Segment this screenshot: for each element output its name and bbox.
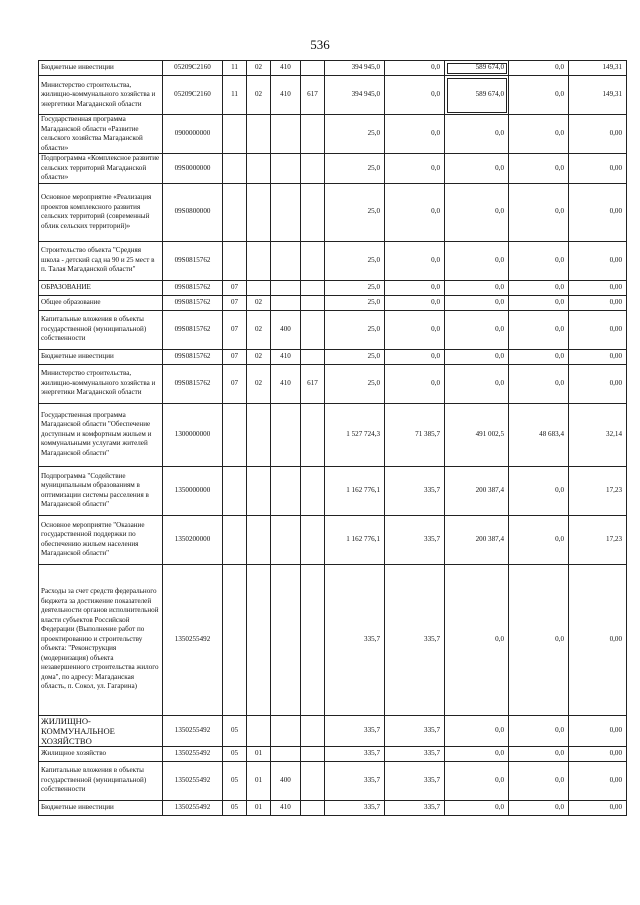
row-value-4: 0,0 bbox=[509, 241, 569, 280]
row-value-4: 48 683,4 bbox=[509, 403, 569, 466]
row-value-5: 0,00 bbox=[569, 715, 627, 746]
row-pr bbox=[247, 183, 271, 241]
row-name: Капитальные вложения в объекты государственной (муниципальной) собственности bbox=[39, 761, 163, 800]
row-value-4: 0,0 bbox=[509, 310, 569, 349]
row-value-1: 25,0 bbox=[325, 310, 385, 349]
row-csr: 09S0815762 bbox=[163, 364, 223, 403]
row-name: Государственная программа Магаданской области "Обеспечение доступным и комфортным жильем и коммунальными услугами жителей Магаданской области" bbox=[39, 403, 163, 466]
row-value-1: 335,7 bbox=[325, 746, 385, 761]
row-value-3: 0,0 bbox=[445, 800, 509, 815]
row-pr: 02 bbox=[247, 295, 271, 310]
row-name: Бюджетные инвестиции bbox=[39, 61, 163, 76]
row-value-5: 0,00 bbox=[569, 746, 627, 761]
row-grbs bbox=[301, 466, 325, 515]
row-value-5: 0,00 bbox=[569, 241, 627, 280]
row-value-4: 0,0 bbox=[509, 295, 569, 310]
row-vr bbox=[271, 241, 301, 280]
row-rz bbox=[223, 403, 247, 466]
row-vr bbox=[271, 295, 301, 310]
row-value-4: 0,0 bbox=[509, 349, 569, 364]
row-name: Бюджетные инвестиции bbox=[39, 800, 163, 815]
row-value-1: 335,7 bbox=[325, 715, 385, 746]
row-pr: 02 bbox=[247, 349, 271, 364]
row-grbs bbox=[301, 154, 325, 184]
row-value-3: 200 387,4 bbox=[445, 466, 509, 515]
row-value-5: 0,00 bbox=[569, 364, 627, 403]
row-name: ЖИЛИЩНО-КОММУНАЛЬНОЕ ХОЗЯЙСТВО bbox=[39, 715, 163, 746]
row-grbs bbox=[301, 61, 325, 76]
row-value-2: 0,0 bbox=[385, 76, 445, 115]
row-csr: 1350255492 bbox=[163, 715, 223, 746]
row-value-5: 149,31 bbox=[569, 61, 627, 76]
row-value-1: 335,7 bbox=[325, 800, 385, 815]
row-vr bbox=[271, 403, 301, 466]
row-value-2: 0,0 bbox=[385, 364, 445, 403]
row-value-1: 25,0 bbox=[325, 183, 385, 241]
row-pr bbox=[247, 154, 271, 184]
table-row bbox=[39, 61, 627, 76]
row-name: Жилищное хозяйство bbox=[39, 746, 163, 761]
row-grbs bbox=[301, 280, 325, 295]
row-rz bbox=[223, 154, 247, 184]
row-name: Подпрограмма "Содействие муниципальным образованиям в оптимизации системы расселения в Магаданской области" bbox=[39, 466, 163, 515]
row-rz: 05 bbox=[223, 746, 247, 761]
row-rz: 05 bbox=[223, 715, 247, 746]
row-name: Основное мероприятие «Реализация проектов комплексного развития сельских территорий (современный облик сельских территорий)» bbox=[39, 183, 163, 241]
row-csr: 09S0800000 bbox=[163, 183, 223, 241]
row-value-5: 149,31 bbox=[569, 76, 627, 115]
row-value-5: 17,23 bbox=[569, 466, 627, 515]
row-name: Основное мероприятие "Оказание государственной поддержки по обеспечению жильем населения Магаданской области" bbox=[39, 515, 163, 564]
row-value-5: 0,00 bbox=[569, 183, 627, 241]
row-value-3: 0,0 bbox=[445, 154, 509, 184]
row-pr bbox=[247, 715, 271, 746]
row-csr: 09S0815762 bbox=[163, 310, 223, 349]
row-value-3: 0,0 bbox=[445, 715, 509, 746]
row-value-4: 0,0 bbox=[509, 280, 569, 295]
row-name: Бюджетные инвестиции bbox=[39, 349, 163, 364]
row-value-1: 25,0 bbox=[325, 295, 385, 310]
row-vr bbox=[271, 746, 301, 761]
row-value-1: 335,7 bbox=[325, 564, 385, 715]
row-csr: 09S0815762 bbox=[163, 295, 223, 310]
table-row bbox=[39, 280, 627, 295]
row-value-1: 335,7 bbox=[325, 761, 385, 800]
table-row bbox=[39, 364, 627, 403]
row-value-1: 394 945,0 bbox=[325, 61, 385, 76]
row-vr: 410 bbox=[271, 61, 301, 76]
row-grbs bbox=[301, 761, 325, 800]
row-grbs bbox=[301, 349, 325, 364]
row-rz bbox=[223, 115, 247, 154]
row-value-3: 200 387,4 bbox=[445, 515, 509, 564]
row-csr: 09S0815762 bbox=[163, 280, 223, 295]
row-rz: 05 bbox=[223, 800, 247, 815]
table-row bbox=[39, 466, 627, 515]
table-row bbox=[39, 76, 627, 115]
row-value-3: 589 674,0 bbox=[445, 61, 509, 76]
row-csr: 09S0815762 bbox=[163, 241, 223, 280]
row-vr: 410 bbox=[271, 76, 301, 115]
row-value-3: 0,0 bbox=[445, 115, 509, 154]
row-value-3: 491 002,5 bbox=[445, 403, 509, 466]
row-value-2: 335,7 bbox=[385, 715, 445, 746]
row-grbs: 617 bbox=[301, 76, 325, 115]
row-value-2: 0,0 bbox=[385, 154, 445, 184]
row-grbs bbox=[301, 746, 325, 761]
row-vr bbox=[271, 515, 301, 564]
row-name: Министерство строительства, жилищно-коммунального хозяйства и энергетики Магаданской области bbox=[39, 76, 163, 115]
row-pr: 02 bbox=[247, 76, 271, 115]
row-value-4: 0,0 bbox=[509, 115, 569, 154]
row-value-1: 25,0 bbox=[325, 115, 385, 154]
row-value-4: 0,0 bbox=[509, 715, 569, 746]
table-row bbox=[39, 115, 627, 154]
row-pr bbox=[247, 515, 271, 564]
row-rz bbox=[223, 515, 247, 564]
table-row bbox=[39, 349, 627, 364]
row-name: ОБРАЗОВАНИЕ bbox=[39, 280, 163, 295]
row-value-1: 25,0 bbox=[325, 364, 385, 403]
row-name: Государственная программа Магаданской области «Развитие сельского хозяйства Магаданской области» bbox=[39, 115, 163, 154]
row-grbs bbox=[301, 183, 325, 241]
row-vr bbox=[271, 115, 301, 154]
row-value-4: 0,0 bbox=[509, 183, 569, 241]
row-value-2: 0,0 bbox=[385, 280, 445, 295]
row-rz: 11 bbox=[223, 76, 247, 115]
page-number: 536 bbox=[310, 37, 330, 52]
row-value-2: 0,0 bbox=[385, 349, 445, 364]
row-value-3: 0,0 bbox=[445, 183, 509, 241]
row-value-1: 25,0 bbox=[325, 280, 385, 295]
row-vr: 410 bbox=[271, 364, 301, 403]
row-pr bbox=[247, 115, 271, 154]
row-grbs bbox=[301, 310, 325, 349]
table-row bbox=[39, 295, 627, 310]
row-value-2: 0,0 bbox=[385, 183, 445, 241]
row-vr: 410 bbox=[271, 349, 301, 364]
row-value-5: 0,00 bbox=[569, 280, 627, 295]
row-vr: 400 bbox=[271, 761, 301, 800]
row-value-5: 0,00 bbox=[569, 564, 627, 715]
row-name: Строительство объекта "Средняя школа - детский сад на 90 и 25 мест в п. Талая Магаданской области" bbox=[39, 241, 163, 280]
row-rz: 07 bbox=[223, 310, 247, 349]
row-vr bbox=[271, 280, 301, 295]
row-pr bbox=[247, 280, 271, 295]
row-grbs: 617 bbox=[301, 364, 325, 403]
row-vr bbox=[271, 154, 301, 184]
row-csr: 1350255492 bbox=[163, 761, 223, 800]
row-value-4: 0,0 bbox=[509, 364, 569, 403]
row-vr bbox=[271, 715, 301, 746]
row-grbs bbox=[301, 295, 325, 310]
row-vr bbox=[271, 183, 301, 241]
row-value-5: 32,14 bbox=[569, 403, 627, 466]
row-value-1: 394 945,0 bbox=[325, 76, 385, 115]
table-row bbox=[39, 403, 627, 466]
row-value-3: 0,0 bbox=[445, 241, 509, 280]
row-value-5: 0,00 bbox=[569, 154, 627, 184]
row-value-3: 589 674,0 bbox=[445, 76, 509, 115]
row-rz: 11 bbox=[223, 61, 247, 76]
row-value-2: 335,7 bbox=[385, 564, 445, 715]
row-value-4: 0,0 bbox=[509, 761, 569, 800]
row-vr: 400 bbox=[271, 310, 301, 349]
row-value-5: 0,00 bbox=[569, 349, 627, 364]
row-grbs bbox=[301, 115, 325, 154]
row-value-2: 71 385,7 bbox=[385, 403, 445, 466]
row-rz: 05 bbox=[223, 761, 247, 800]
row-value-2: 0,0 bbox=[385, 295, 445, 310]
row-rz: 07 bbox=[223, 364, 247, 403]
table-row bbox=[39, 746, 627, 761]
table-row bbox=[39, 800, 627, 815]
row-value-3: 0,0 bbox=[445, 364, 509, 403]
row-grbs bbox=[301, 515, 325, 564]
row-name: Расходы за счет средств федерального бюджета за достижение показателей деятельности органов исполнительной власти субъектов Российской Федерации (Выполнение работ по проектированию и строительству объекта: "Реконструкция (модернизация) объекта незавершенного строительства жилого дома", по адресу: Магаданская область, п. Сокол, ул. Гагарина) bbox=[39, 564, 163, 715]
table-row bbox=[39, 564, 627, 715]
row-pr: 02 bbox=[247, 310, 271, 349]
row-value-4: 0,0 bbox=[509, 800, 569, 815]
row-pr: 02 bbox=[247, 61, 271, 76]
row-value-4: 0,0 bbox=[509, 746, 569, 761]
row-pr: 01 bbox=[247, 761, 271, 800]
row-value-2: 0,0 bbox=[385, 310, 445, 349]
row-value-3: 0,0 bbox=[445, 310, 509, 349]
row-csr: 1350255492 bbox=[163, 564, 223, 715]
row-pr: 02 bbox=[247, 364, 271, 403]
row-value-2: 335,7 bbox=[385, 515, 445, 564]
row-value-2: 335,7 bbox=[385, 800, 445, 815]
row-value-3: 0,0 bbox=[445, 295, 509, 310]
row-value-4: 0,0 bbox=[509, 564, 569, 715]
row-value-4: 0,0 bbox=[509, 154, 569, 184]
row-value-4: 0,0 bbox=[509, 61, 569, 76]
table-row bbox=[39, 515, 627, 564]
row-grbs bbox=[301, 715, 325, 746]
row-csr: 05209С2160 bbox=[163, 76, 223, 115]
row-value-1: 25,0 bbox=[325, 154, 385, 184]
row-csr: 1300000000 bbox=[163, 403, 223, 466]
row-pr bbox=[247, 403, 271, 466]
row-rz bbox=[223, 241, 247, 280]
row-value-5: 0,00 bbox=[569, 115, 627, 154]
row-value-2: 335,7 bbox=[385, 761, 445, 800]
row-value-4: 0,0 bbox=[509, 76, 569, 115]
budget-table bbox=[38, 60, 627, 816]
row-csr: 1350255492 bbox=[163, 800, 223, 815]
row-pr bbox=[247, 466, 271, 515]
row-vr bbox=[271, 466, 301, 515]
row-value-1: 1 162 776,1 bbox=[325, 515, 385, 564]
row-csr: 1350255492 bbox=[163, 746, 223, 761]
row-value-1: 1 162 776,1 bbox=[325, 466, 385, 515]
row-value-1: 1 527 724,3 bbox=[325, 403, 385, 466]
row-grbs bbox=[301, 800, 325, 815]
row-value-3: 0,0 bbox=[445, 280, 509, 295]
row-pr bbox=[247, 564, 271, 715]
row-csr: 09S0000000 bbox=[163, 154, 223, 184]
row-pr: 01 bbox=[247, 746, 271, 761]
row-csr: 09S0815762 bbox=[163, 349, 223, 364]
row-value-5: 0,00 bbox=[569, 761, 627, 800]
row-value-5: 0,00 bbox=[569, 295, 627, 310]
row-rz: 07 bbox=[223, 295, 247, 310]
row-rz bbox=[223, 466, 247, 515]
row-value-2: 335,7 bbox=[385, 746, 445, 761]
row-value-5: 0,00 bbox=[569, 800, 627, 815]
row-value-3: 0,0 bbox=[445, 761, 509, 800]
row-rz: 07 bbox=[223, 280, 247, 295]
row-name: Министерство строительства, жилищно-коммунального хозяйства и энергетики Магаданской области bbox=[39, 364, 163, 403]
row-rz bbox=[223, 564, 247, 715]
row-grbs bbox=[301, 403, 325, 466]
row-value-2: 335,7 bbox=[385, 466, 445, 515]
row-value-1: 25,0 bbox=[325, 241, 385, 280]
row-csr: 1350200000 bbox=[163, 515, 223, 564]
row-value-2: 0,0 bbox=[385, 241, 445, 280]
row-value-3: 0,0 bbox=[445, 349, 509, 364]
table-row bbox=[39, 761, 627, 800]
row-rz: 07 bbox=[223, 349, 247, 364]
row-csr: 1350000000 bbox=[163, 466, 223, 515]
row-value-3: 0,0 bbox=[445, 746, 509, 761]
row-value-5: 0,00 bbox=[569, 310, 627, 349]
table-row bbox=[39, 241, 627, 280]
row-value-5: 17,23 bbox=[569, 515, 627, 564]
row-csr: 0900000000 bbox=[163, 115, 223, 154]
row-value-2: 0,0 bbox=[385, 61, 445, 76]
row-name: Подпрограмма «Комплексное развитие сельских территорий Магаданской области» bbox=[39, 154, 163, 184]
row-csr: 05209С2160 bbox=[163, 61, 223, 76]
row-vr: 410 bbox=[271, 800, 301, 815]
row-value-3: 0,0 bbox=[445, 564, 509, 715]
row-rz bbox=[223, 183, 247, 241]
row-pr bbox=[247, 241, 271, 280]
row-name: Общее образование bbox=[39, 295, 163, 310]
table-row bbox=[39, 154, 627, 184]
row-value-4: 0,0 bbox=[509, 515, 569, 564]
row-value-1: 25,0 bbox=[325, 349, 385, 364]
row-grbs bbox=[301, 564, 325, 715]
table-row bbox=[39, 310, 627, 349]
row-value-4: 0,0 bbox=[509, 466, 569, 515]
table-row bbox=[39, 183, 627, 241]
row-value-2: 0,0 bbox=[385, 115, 445, 154]
table-row bbox=[39, 715, 627, 746]
row-pr: 01 bbox=[247, 800, 271, 815]
row-name: Капитальные вложения в объекты государственной (муниципальной) собственности bbox=[39, 310, 163, 349]
row-grbs bbox=[301, 241, 325, 280]
row-vr bbox=[271, 564, 301, 715]
